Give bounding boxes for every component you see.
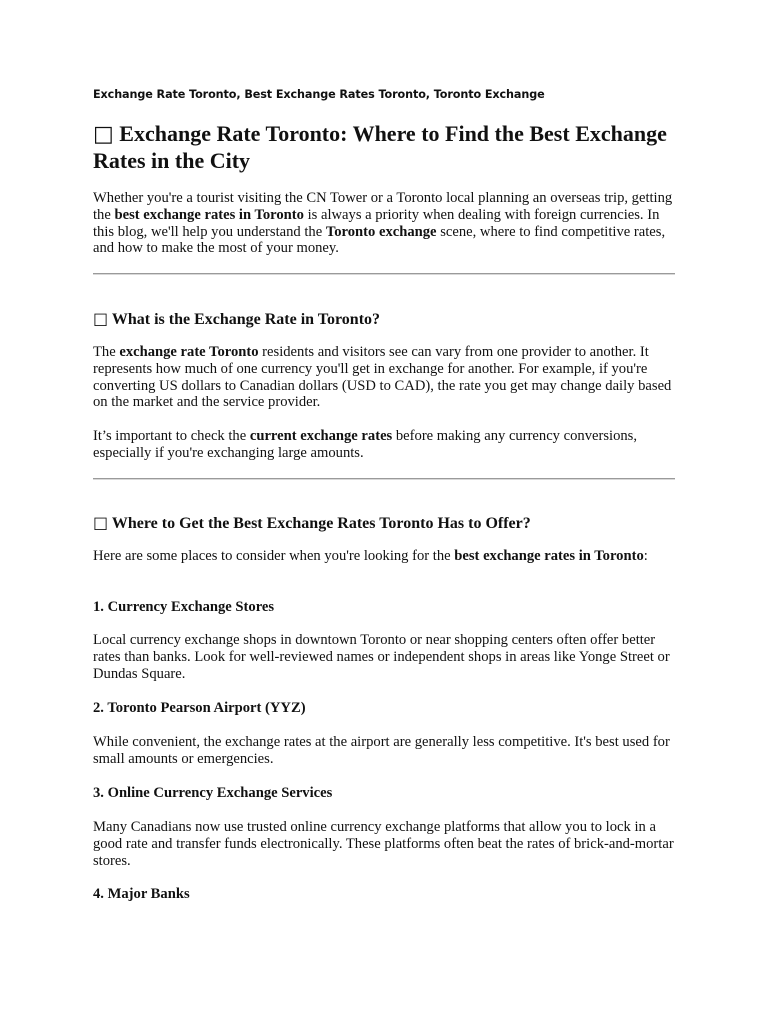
intro-text-3: scene, where to find competitive rates, and how to make the most of your money. bbox=[93, 223, 666, 257]
intro-text-2: is always a priority when dealing with foreign currencies. In this blog, we'll help you understand the bbox=[93, 206, 660, 240]
section1-paragraph-2 bbox=[93, 428, 675, 462]
s1p1-text-2: residents and visitors see can vary from one provider to another. It represents how much of one currency you'll get in exchange for another. For example, if you're converting US dollars to Canadian dollars (USD to CAD), the rate you get may change daily based on the market and the service provider. bbox=[93, 344, 672, 411]
page-title-text: Exchange Rate Toronto: Where to Find the Best Exchange Rates in the City bbox=[93, 121, 667, 173]
section2-intro-paragraph bbox=[93, 548, 675, 565]
intro-paragraph bbox=[93, 190, 675, 257]
missing-glyph-icon: □ bbox=[93, 309, 109, 328]
section1-paragraph-1 bbox=[93, 344, 675, 411]
list-item-heading: 1. Currency Exchange Stores bbox=[93, 599, 275, 615]
s1p1-text-1: The bbox=[93, 344, 120, 360]
s1p2-text-2: before making any currency conversions, especially if you're exchanging large amounts. bbox=[93, 428, 637, 461]
intro-bold-1: best exchange rates in Toronto bbox=[114, 206, 304, 223]
intro-bold-2: Toronto exchange bbox=[325, 223, 437, 240]
section-heading-exchange-rate bbox=[93, 309, 675, 329]
missing-glyph-icon: □ bbox=[93, 513, 109, 532]
missing-glyph-icon: □ bbox=[93, 122, 114, 147]
list-item-text: While convenient, the exchange rates at the airport are generally less competitive. It's best used for small amounts or emergencies. bbox=[93, 734, 670, 767]
section-heading-text: What is the Exchange Rate in Toronto? bbox=[111, 311, 381, 328]
section-heading-where-to-get bbox=[93, 513, 675, 533]
list-item-heading: 3. Online Currency Exchange Services bbox=[93, 785, 333, 801]
horizontal-divider bbox=[93, 273, 675, 275]
s1p1-bold-1: exchange rate Toronto bbox=[119, 344, 259, 360]
section-heading-text: Where to Get the Best Exchange Rates Toronto Has to Offer? bbox=[111, 515, 531, 532]
s1p2-bold-1: current exchange rates bbox=[249, 428, 393, 444]
list-item-text: Many Canadians now use trusted online currency exchange platforms that allow you to lock in a good rate and transfer funds electronically. These platforms often beat the rates of brick-and-mortar stores. bbox=[93, 819, 674, 869]
s2intro-text-2: : bbox=[643, 548, 648, 564]
s2intro-text-1: Here are some places to consider when you're looking for the bbox=[93, 548, 455, 564]
horizontal-divider bbox=[93, 478, 675, 480]
list-item-text: Local currency exchange shops in downtown Toronto or near shopping centers often offer better rates than banks. Look for well-reviewed names or independent shops in areas like Yonge Street or Dundas Square. bbox=[93, 632, 670, 682]
list-item-heading: 2. Toronto Pearson Airport (YYZ) bbox=[93, 700, 306, 716]
s2intro-bold-1: best exchange rates in Toronto bbox=[454, 548, 644, 564]
intro-text-1: Whether you're a tourist visiting the CN Tower or a Toronto local planning an overseas trip, getting the bbox=[93, 190, 673, 223]
page-title bbox=[93, 121, 675, 174]
s1p2-text-1: It’s important to check the bbox=[93, 428, 250, 444]
list-item-heading: 4. Major Banks bbox=[93, 886, 190, 902]
keywords-line: Exchange Rate Toronto, Best Exchange Rates Toronto, Toronto Exchange bbox=[93, 88, 545, 101]
